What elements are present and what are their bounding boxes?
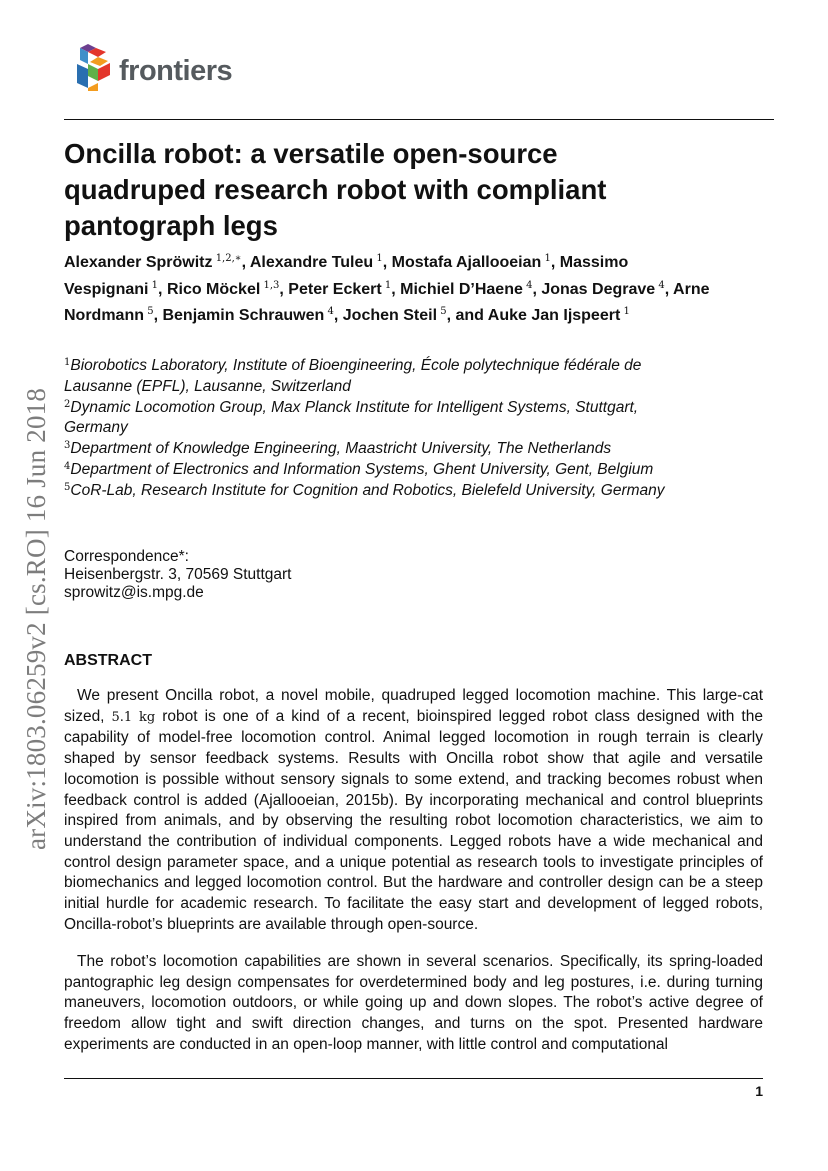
logo-wordmark: frontiers bbox=[119, 55, 233, 87]
author-affiliation-marker: 4 bbox=[658, 279, 665, 291]
author-separator: , bbox=[333, 307, 343, 324]
correspondence-email[interactable]: sprowitz@is.mpg.de bbox=[64, 584, 204, 601]
author-separator: , bbox=[241, 254, 250, 271]
author-affiliation-marker: 1,2,∗ bbox=[215, 253, 242, 264]
author-affiliation-marker: 5 bbox=[147, 306, 154, 317]
author-list bbox=[64, 250, 714, 330]
footer-rule bbox=[64, 1078, 763, 1079]
arxiv-stamp-text: arXiv:1803.06259v2 [cs.RO] 16 Jun 2018 bbox=[21, 387, 51, 850]
affiliation-number: 2 bbox=[64, 398, 71, 410]
header-rule bbox=[64, 119, 774, 120]
author-name: Arne Nordmann bbox=[64, 280, 710, 324]
affiliation-list bbox=[64, 356, 704, 502]
paper-title: Oncilla robot: a versatile open-source quadruped research robot with compliant pantograph legs bbox=[64, 138, 607, 241]
abstract-p1-part-a: We present Oncilla robot, a novel mobile, quadruped legged locomotion machine. This large-cat sized, bbox=[64, 687, 763, 725]
author-separator: , bbox=[153, 307, 163, 324]
author-name: Benjamin Schrauwen bbox=[162, 307, 325, 324]
author-separator: , bbox=[382, 254, 392, 271]
affiliation-text: Dynamic Locomotion Group, Max Planck Institute for Intelligent Systems, Stuttgart, Germany bbox=[64, 398, 639, 437]
author-separator: , and bbox=[446, 307, 488, 324]
author-affiliation-marker: 1,3 bbox=[263, 279, 280, 291]
author-separator: , bbox=[391, 280, 401, 298]
affiliation-item bbox=[64, 460, 704, 481]
abstract-paragraph-1 bbox=[64, 686, 763, 935]
abstract-heading: ABSTRACT bbox=[64, 652, 152, 669]
author-name: Jonas Degrave bbox=[541, 280, 656, 298]
author-affiliation-marker: 1 bbox=[623, 306, 630, 317]
author-name: Peter Eckert bbox=[288, 280, 382, 298]
affiliation-item bbox=[64, 398, 704, 440]
author-affiliation-marker: 4 bbox=[526, 279, 533, 291]
correspondence-address: Heisenbergstr. 3, 70569 Stuttgart bbox=[64, 566, 292, 583]
author-name: Massimo Vespignani bbox=[64, 254, 629, 298]
author-affiliation-marker: 1 bbox=[376, 253, 383, 264]
affiliation-text: Department of Knowledge Engineering, Maastricht University, The Netherlands bbox=[70, 440, 612, 458]
affiliation-item bbox=[64, 481, 704, 502]
author-name: Rico Möckel bbox=[166, 280, 261, 298]
affiliation-number: 1 bbox=[64, 357, 71, 368]
author-affiliation-marker: 5 bbox=[440, 306, 447, 317]
affiliation-item bbox=[64, 356, 704, 398]
author-affiliation-marker: 1 bbox=[384, 279, 392, 291]
author-separator: , bbox=[664, 280, 674, 298]
author-affiliation-marker: 1 bbox=[544, 253, 551, 264]
author-name: Michiel D’Haene bbox=[400, 280, 523, 298]
author-separator: , bbox=[532, 280, 542, 298]
affiliation-number: 3 bbox=[64, 440, 71, 452]
author-separator: , bbox=[279, 280, 289, 298]
author-name: Alexandre Tuleu bbox=[249, 254, 374, 271]
author-name: Mostafa Ajallooeian bbox=[391, 254, 542, 271]
correspondence-block bbox=[64, 548, 464, 602]
author-name: Alexander Spröwitz bbox=[64, 254, 213, 271]
frontiers-logo bbox=[76, 42, 276, 92]
affiliation-text: CoR-Lab, Research Institute for Cognition and Robotics, Bielefeld University, Germany bbox=[70, 481, 665, 499]
author-name: Jochen Steil bbox=[342, 307, 438, 324]
author-affiliation-marker: 4 bbox=[327, 306, 334, 317]
page-number: 1 bbox=[755, 1083, 763, 1099]
author-separator: , bbox=[550, 254, 560, 271]
affiliation-text: Department of Electronics and Information Systems, Ghent University, Gent, Belgium bbox=[70, 460, 654, 478]
author-separator: , bbox=[158, 280, 167, 298]
correspondence-label: Correspondence*: bbox=[64, 548, 189, 565]
affiliation-number: 5 bbox=[64, 481, 71, 493]
author-name: Auke Jan Ijspeert bbox=[487, 307, 621, 324]
robot-mass-value: 5.1 kg bbox=[111, 709, 156, 725]
author-affiliation-marker: 1 bbox=[151, 279, 159, 291]
abstract-p1-part-b: robot is one of a kind of a recent, bioinspired legged robot class designed with the capability of model-free locomotion control. Animal legged locomotion in rough terrain is clearly shaped by sensor feedback systems. Results with Oncilla robot show that agile and versatile locomotion is possible without sensory signals to some extend, and tracking becomes robust when feedback control is added (Ajallooeian, 2015b). By incorporating mechanical and control blueprints inspired from animals, and by observing the resulting robot locomotion characteristics, we aim to understand the contribution of individual components. Legged robots have a wide mechanical and control design parameter space, and a unique potential as research tools to investigate principles of biomechanics and legged locomotion control. But the hardware and controller design can be a steep initial hurdle for academic research. To facilitate the easy start and development of legged robots, Oncilla-robot’s blueprints are available through open-source. bbox=[64, 707, 763, 933]
abstract-paragraph-2: The robot’s locomotion capabilities are shown in several scenarios. Specifically, its spring-loaded pantographic leg design compensates for overdetermined body and leg postures, i.e. during turning maneuvers, locomotion outdoors, or while going up and down slopes. The robot’s active degree of freedom allow tight and swift direction changes, and turns on the spot. Presented hardware experiments are conducted in an open-loop manner, with little control and computational bbox=[64, 953, 763, 1053]
affiliation-number: 4 bbox=[64, 460, 71, 472]
affiliation-item bbox=[64, 439, 704, 460]
affiliation-text: Biorobotics Laboratory, Institute of Bioengineering, École polytechnique fédérale de Lausanne (EPFL), Lausanne, Switzerland bbox=[64, 357, 642, 395]
frontiers-cube-icon bbox=[76, 42, 116, 92]
